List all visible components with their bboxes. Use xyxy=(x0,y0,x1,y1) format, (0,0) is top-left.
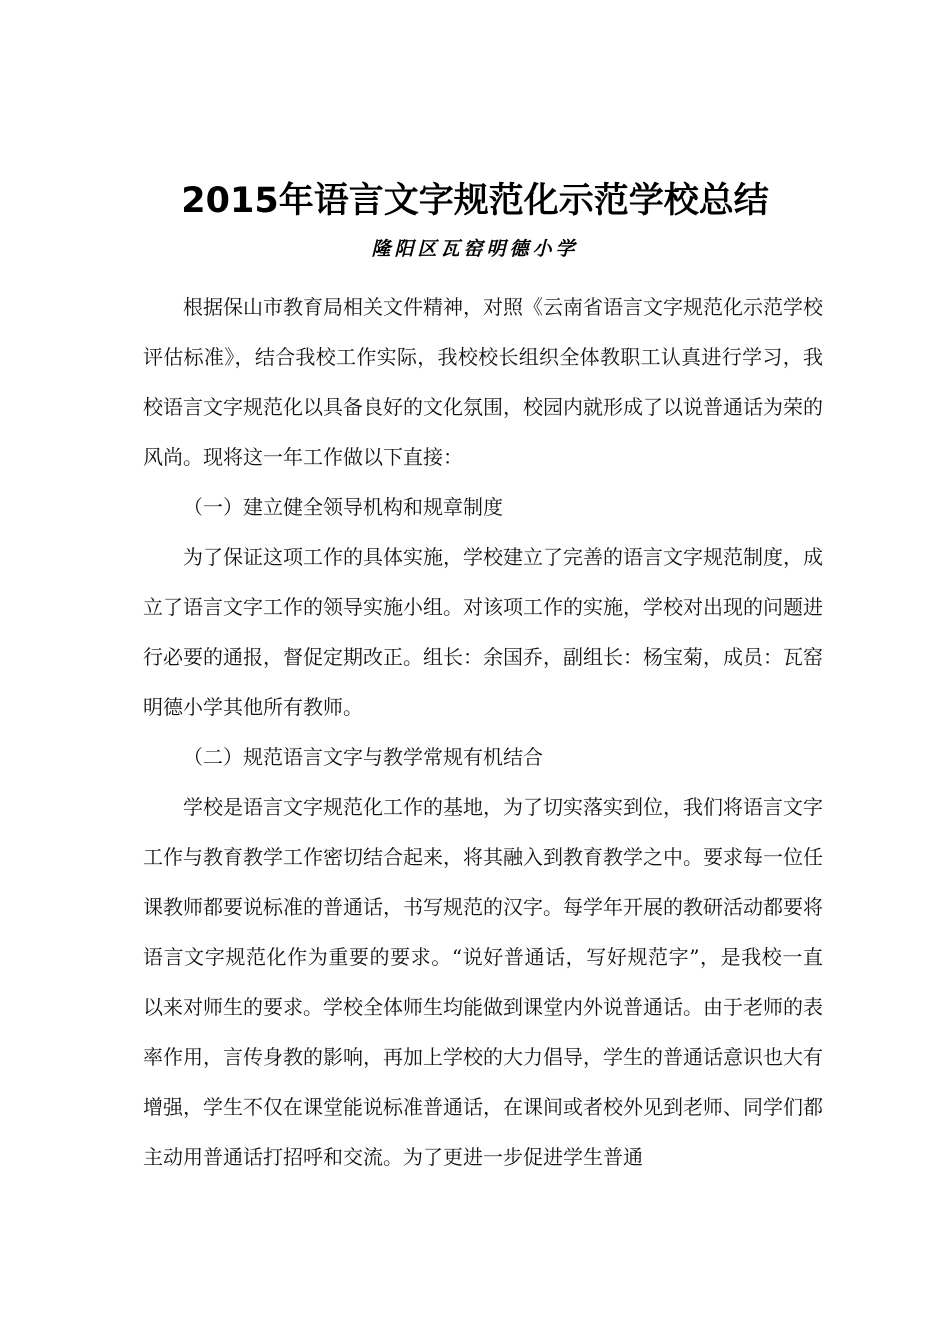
document-body xyxy=(143,282,823,1182)
section-1-paragraph: 为了保证这项工作的具体实施，学校建立了完善的语言文字规范制度，成立了语言文字工作的领导实施小组。对该项工作的实施，学校对出现的问题进行必要的通报，督促定期改正。组长：余国乔，副组长：杨宝菊，成员：瓦窑明德小学其他所有教师。 xyxy=(143,545,823,719)
section-heading-1: （一）建立健全领导机构和规章制度 xyxy=(183,495,503,519)
section-heading-2: （二）规范语言文字与教学常规有机结合 xyxy=(183,745,543,769)
intro-paragraph: 根据保山市教育局相关文件精神，对照《云南省语言文字规范化示范学校评估标准》，结合我校工作实际，我校校长组织全体教职工认真进行学习，我校语言文字规范化以具备良好的文化氛围，校园内就形成了以说普通话为荣的风尚。现将这一年工作做以下直接： xyxy=(143,295,823,469)
section-2-paragraph: 学校是语言文字规范化工作的基地，为了切实落实到位，我们将语言文字工作与教育教学工作密切结合起来，将其融入到教育教学之中。要求每一位任课教师都要说标准的普通话，书写规范的汉字。每学年开展的教研活动都要将语言文字规范化作为重要的要求。“说好普通话，写好规范字”，是我校一直以来对师生的要求。学校全体师生均能做到课堂内外说普通话。由于老师的表率作用，言传身教的影响，再加上学校的大力倡导，学生的普通话意识也大有增强，学生不仅在课堂能说标准普通话，在课间或者校外见到老师、同学们都主动用普通话打招呼和交流。为了更进一步促进学生普通 xyxy=(143,795,823,1169)
document-title: 2015年语言文字规范化示范学校总结 xyxy=(181,181,769,221)
document-subtitle: 隆阳区瓦窑明德小学 xyxy=(371,238,579,260)
